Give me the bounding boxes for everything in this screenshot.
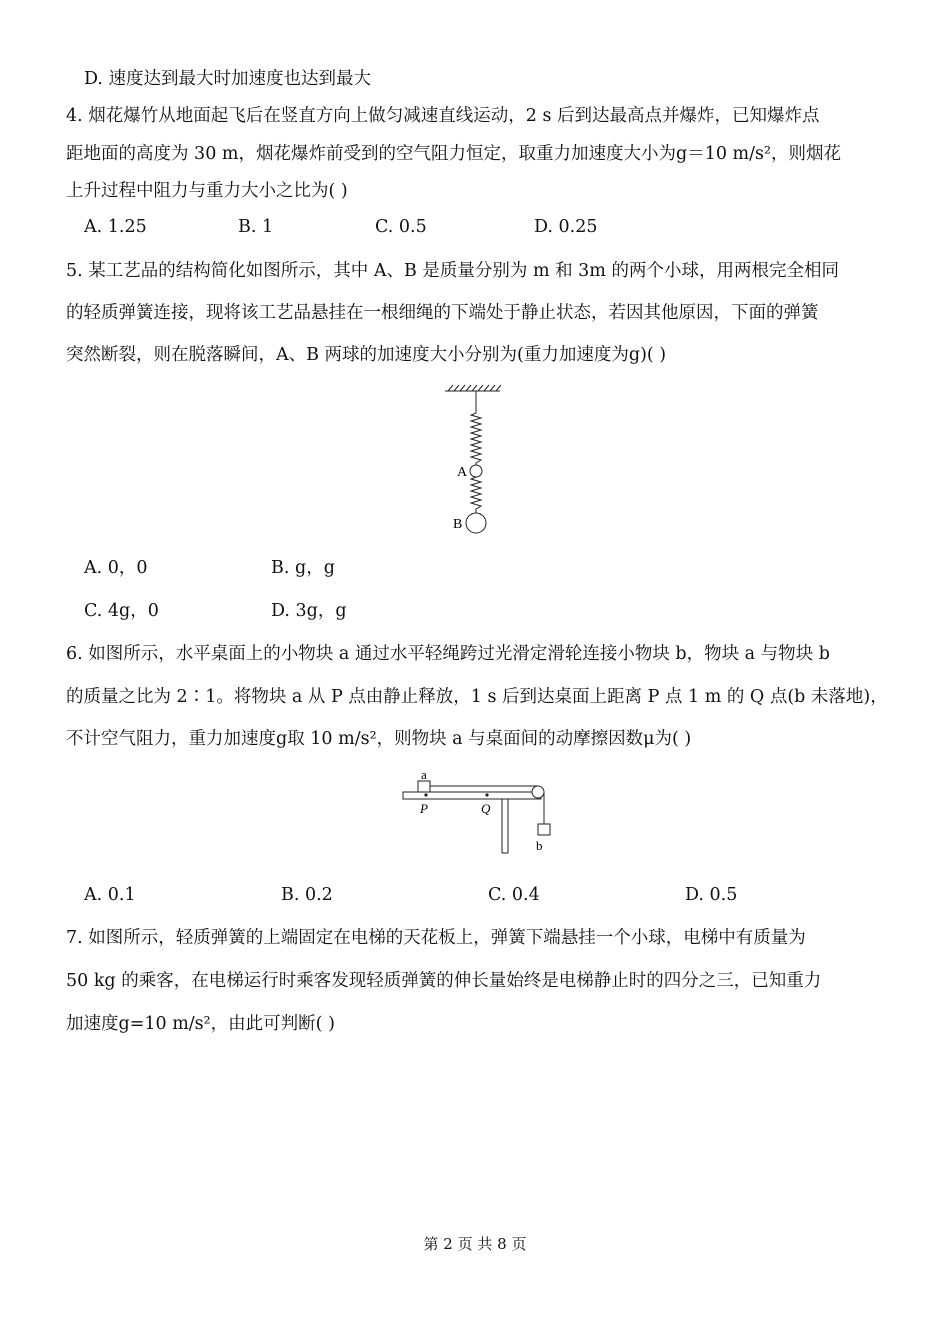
block-b (538, 824, 550, 835)
pulley (532, 786, 544, 798)
upper-spring (471, 413, 481, 465)
q5-option-c: C. 4g，0 (84, 601, 159, 621)
point-q (485, 793, 488, 796)
label-block-a: a (421, 768, 427, 782)
lower-spring (471, 477, 481, 513)
q4-option-d: D. 0.25 (534, 217, 598, 237)
q5-option-b: B. g，g (271, 558, 335, 578)
q6-option-d: D. 0.5 (685, 885, 738, 905)
ball-a (470, 465, 482, 477)
table-leg (502, 799, 508, 853)
q5-line-3: 突然断裂，则在脱落瞬间，A、B 两球的加速度大小分别为(重力加速度为g)( ) (66, 345, 667, 365)
label-q: Q (481, 801, 491, 816)
pulley-figure (398, 768, 558, 856)
q5-line-2: 的轻质弹簧连接，现将该工艺品悬挂在一根细绳的下端处于静止状态，若因其他原因，下面的弹簧 (66, 303, 819, 323)
q4-option-c: C. 0.5 (375, 217, 427, 237)
block-a (418, 781, 430, 792)
label-p: P (420, 801, 428, 816)
q6-line-1: 6. 如图所示，水平桌面上的小物块 a 通过水平轻绳跨过光滑定滑轮连接小物块 b，物块 a 与物块 b (66, 644, 830, 664)
ceiling-support (445, 385, 501, 391)
q6-option-b: B. 0.2 (281, 885, 333, 905)
q7-line-2: 50 kg 的乘客，在电梯运行时乘客发现轻质弹簧的伸长量始终是电梯静止时的四分之三，已知重力 (66, 971, 822, 991)
ball-b (466, 513, 486, 533)
q4-option-a: A. 1.25 (84, 217, 147, 237)
q6-line-3: 不计空气阻力，重力加速度g取 10 m/s²，则物块 a 与桌面间的动摩擦因数μ为( ) (66, 729, 692, 749)
q3-option-d: D. 速度达到最大时加速度也达到最大 (84, 69, 372, 89)
point-p (424, 793, 427, 796)
q5-option-d: D. 3g，g (271, 601, 347, 621)
q4-option-b: B. 1 (238, 217, 274, 237)
q6-option-a: A. 0.1 (84, 885, 136, 905)
q5-line-1: 5. 某工艺品的结构简化如图所示，其中 A、B 是质量分别为 m 和 3m 的两个小球，用两根完全相同 (66, 261, 839, 281)
label-b: B (453, 517, 463, 532)
label-a: A (457, 465, 468, 480)
label-block-b: b (536, 838, 543, 853)
q5-option-a: A. 0，0 (84, 558, 148, 578)
q4-line-3: 上升过程中阻力与重力大小之比为( ) (66, 181, 348, 201)
q7-line-1: 7. 如图所示，轻质弹簧的上端固定在电梯的天花板上，弹簧下端悬挂一个小球，电梯中有质量为 (66, 928, 806, 948)
q4-line-1: 4. 烟花爆竹从地面起飞后在竖直方向上做匀减速直线运动，2 s 后到达最高点并爆炸，已知爆炸点 (66, 106, 820, 126)
q4-line-2: 距地面的高度为 30 m，烟花爆炸前受到的空气阻力恒定，取重力加速度大小为g＝10 m/s²，则烟花 (66, 144, 842, 164)
table-top (403, 792, 541, 799)
spring-ball-figure (440, 383, 510, 538)
q7-line-3: 加速度g=10 m/s²，由此可判断( ) (66, 1014, 335, 1034)
page-number-footer: 第 2 页 共 8 页 (423, 1235, 527, 1253)
q6-line-2: 的质量之比为 2∶1。将物块 a 从 P 点由静止释放，1 s 后到达桌面上距离 P 点 1 m 的 Q 点(b 未落地)， (66, 687, 888, 707)
q6-option-c: C. 0.4 (488, 885, 540, 905)
